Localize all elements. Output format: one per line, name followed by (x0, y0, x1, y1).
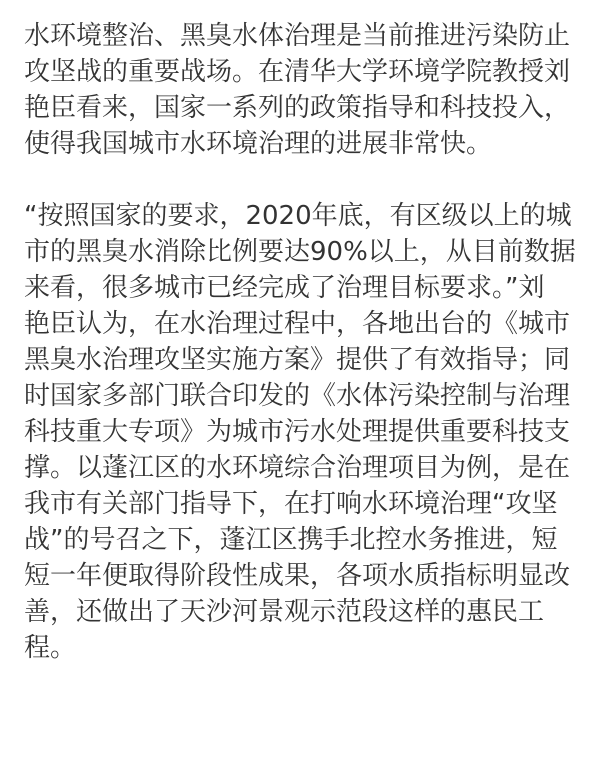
text-line: 使得我国城市水环境治理的进展非常快。 (24, 129, 493, 159)
paragraph-1 (24, 18, 584, 162)
text-line: 程。 (24, 633, 77, 663)
text-line: 市的黑臭水消除比例要达90%以上，从目前数据 (24, 237, 576, 267)
text-line: 时国家多部门联合印发的《水体污染控制与治理 (24, 381, 571, 411)
text-line: 我市有关部门指导下，在打响水环境治理“攻坚 (24, 489, 558, 519)
text-line: 艳臣认为，在水治理过程中，各地出台的《城市 (24, 309, 571, 339)
paragraph-spacer (24, 162, 584, 198)
text-line: 善，还做出了天沙河景观示范段这样的惠民工 (24, 597, 545, 627)
text-line: 科技重大专项》为城市污水处理提供重要科技支 (24, 417, 571, 447)
text-line: 短一年便取得阶段性成果，各项水质指标明显改 (24, 561, 571, 591)
paragraph-2 (24, 198, 584, 666)
text-line: 艳臣看来，国家一系列的政策指导和科技投入， (24, 93, 571, 123)
text-line: 战”的号召之下，蓬江区携手北控水务推进，短 (24, 525, 558, 555)
article-body (24, 18, 584, 666)
text-line: 撑。以蓬江区的水环境综合治理项目为例，是在 (24, 453, 571, 483)
text-line: 水环境整治、黑臭水体治理是当前推进污染防止 (24, 21, 571, 51)
text-line: 黑臭水治理攻坚实施方案》提供了有效指导；同 (24, 345, 571, 375)
text-line: “按照国家的要求，2020年底，有区级以上的城 (24, 201, 572, 231)
text-line: 来看，很多城市已经完成了治理目标要求。”刘 (24, 273, 545, 303)
text-line: 攻坚战的重要战场。在清华大学环境学院教授刘 (24, 57, 571, 87)
